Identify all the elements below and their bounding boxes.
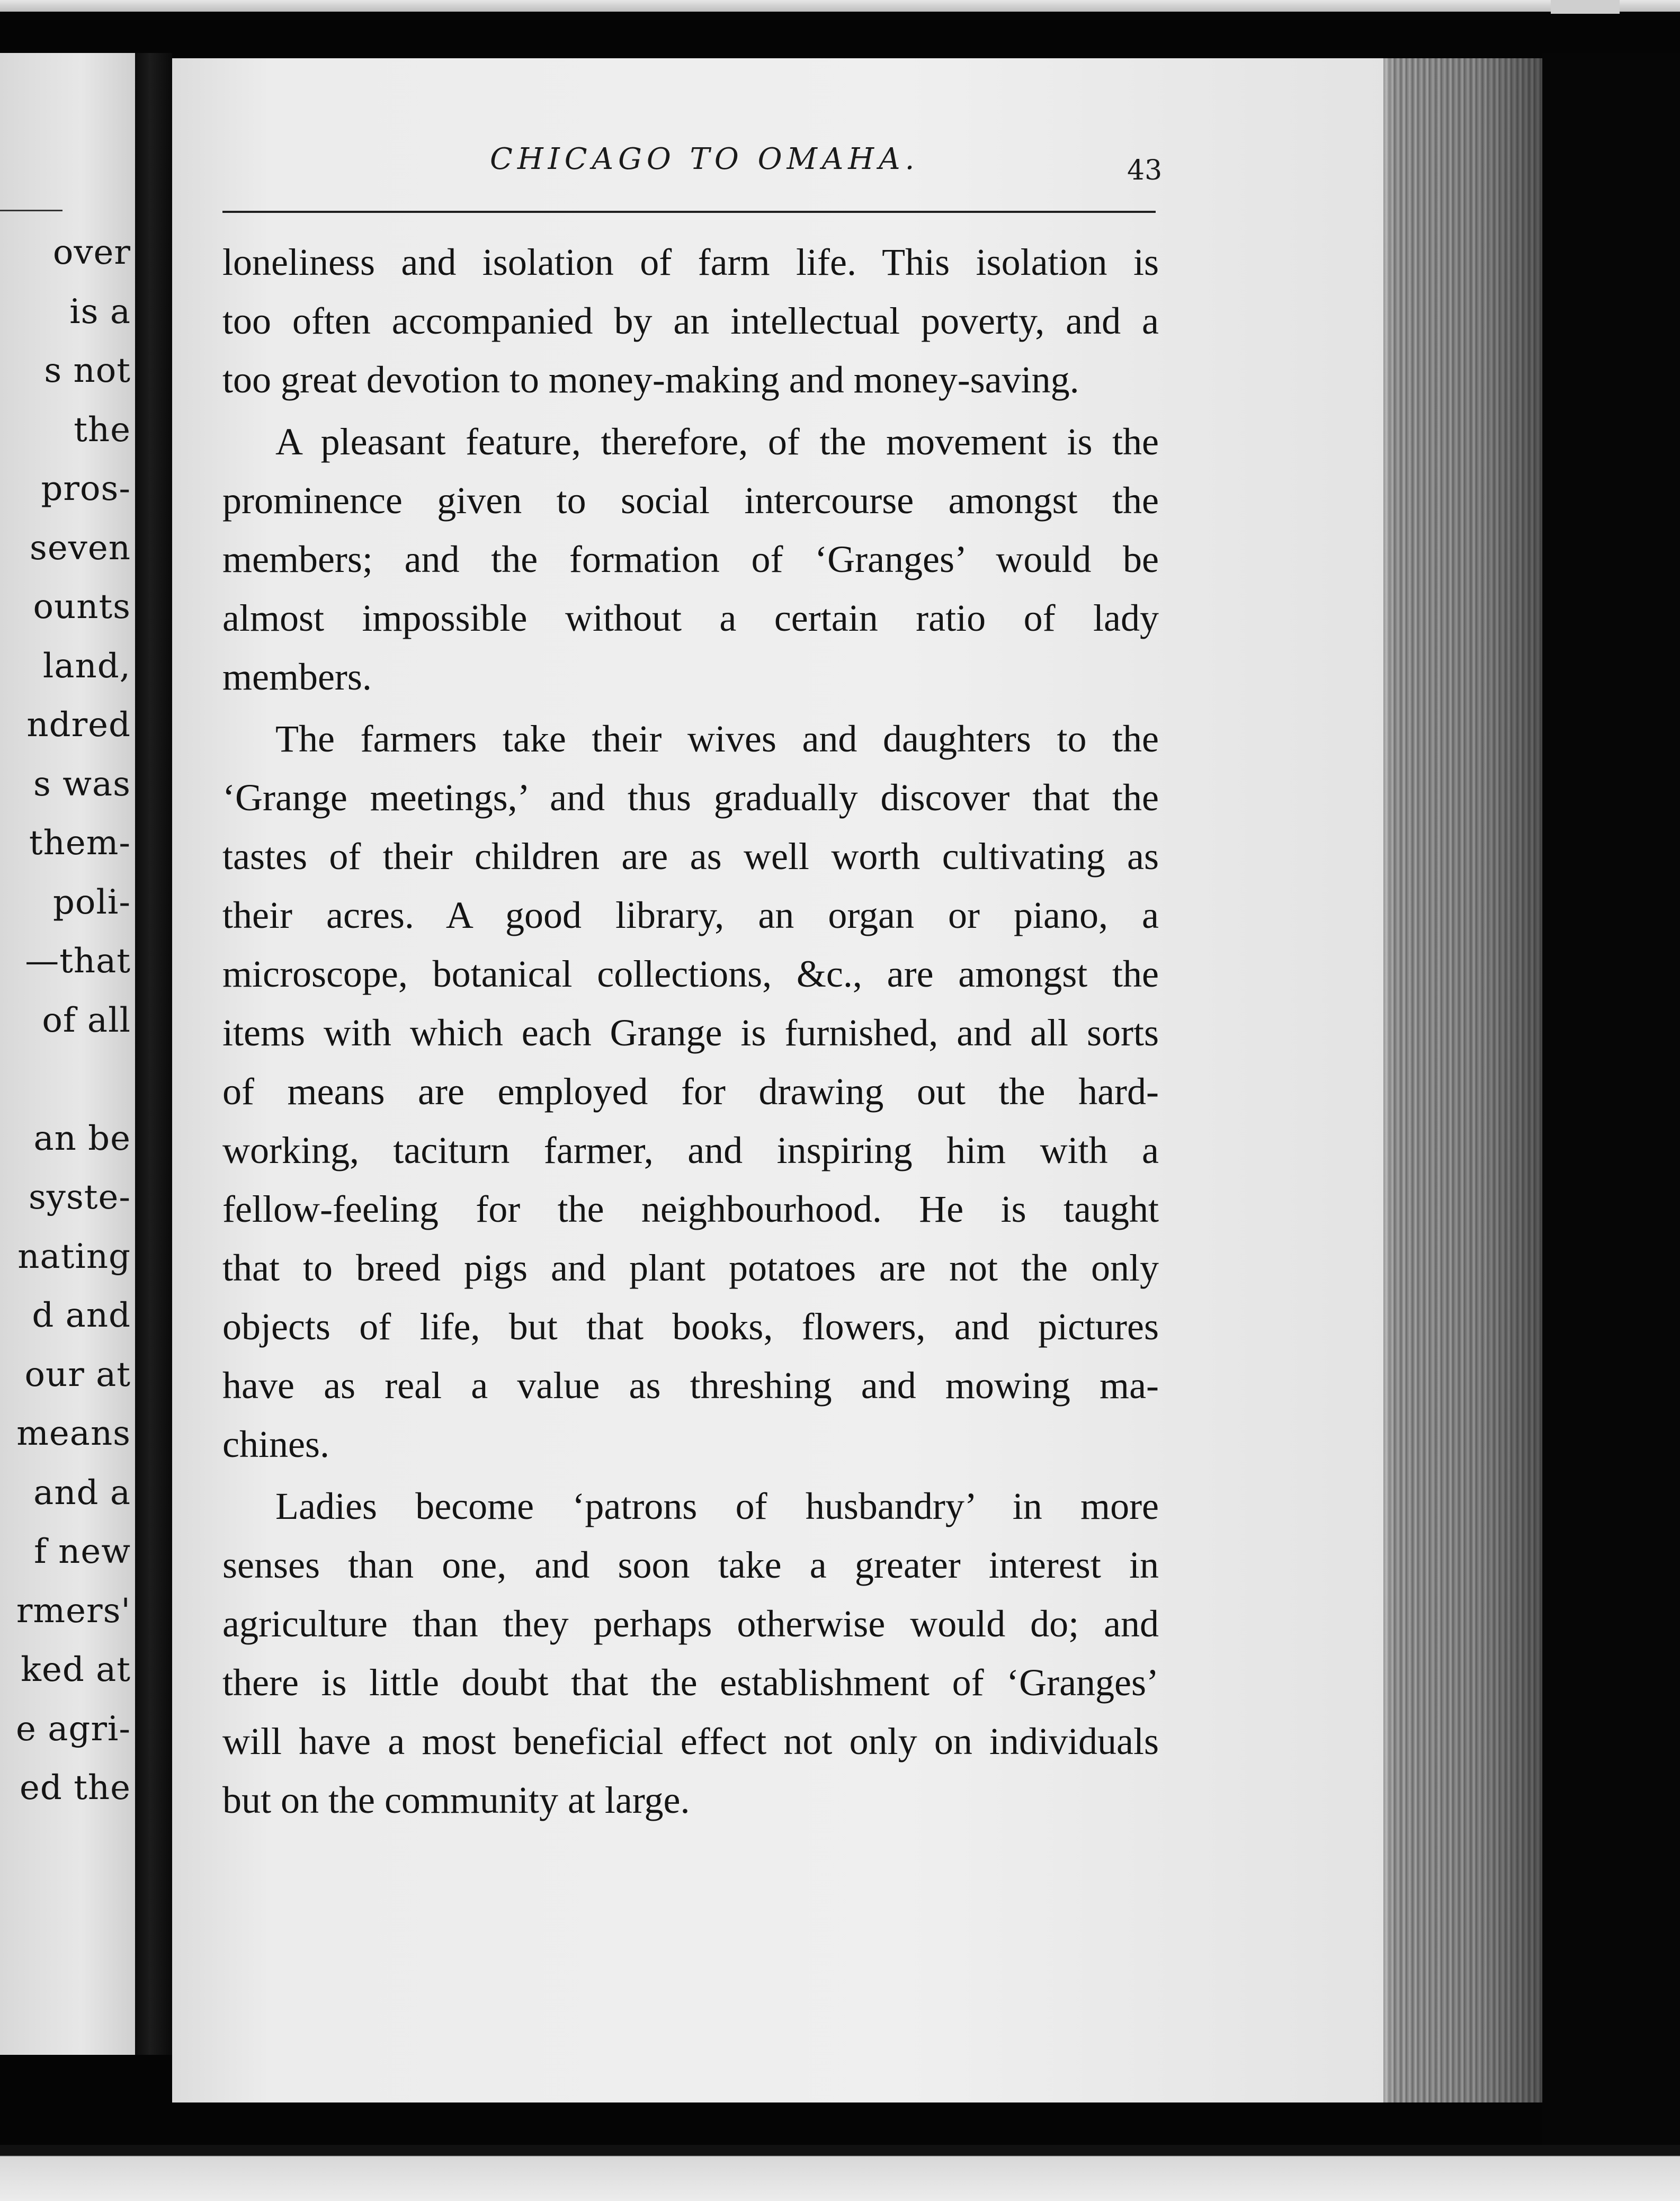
previous-page-fragment: d and [32,1296,131,1335]
text-line: prominence given to social intercourse amongst the [222,479,1159,522]
text-line: members. [222,656,372,698]
previous-page-fragment: rmers' [16,1591,131,1631]
paragraph [222,413,1159,706]
text-line: too great devotion to money-making and money-saving. [222,359,1079,401]
previous-page [0,53,135,2055]
text-line: tastes of their children are as well worth cultivating as [222,835,1159,878]
previous-page-fragment: e agri- [15,1709,131,1749]
text-line: almost impossible without a certain ratio of lady [222,597,1159,639]
text-line: too often accompanied by an intellectual poverty, and a [222,300,1159,342]
text-line: there is little doubt that the establishment of ‘Granges’ [222,1661,1159,1704]
text-line: but on the community at large. [222,1779,690,1821]
film-edge-bottom [0,2145,1680,2201]
previous-page-fragment: of all [42,1000,131,1040]
previous-page-fragment: ndred [26,705,131,745]
previous-page-fragment: an be [33,1119,131,1158]
text-line: chines. [222,1423,329,1465]
previous-page-fragment: and a [33,1473,131,1513]
previous-page-fragment: ked at [21,1650,131,1689]
text-line: have as real a value as threshing and mowing ma- [222,1364,1159,1407]
page-edges-shade [1383,58,1542,2102]
previous-page-fragment: the [74,410,131,450]
previous-page-fragment: s not [44,351,131,390]
text-line: loneliness and isolation of farm life. This isolation is [222,241,1159,283]
previous-page-fragment: ed the [20,1768,131,1808]
previous-page-fragment: means [16,1414,131,1453]
paragraph [222,710,1159,1474]
header-rule [222,211,1156,213]
previous-page-fragment: ounts [33,587,131,627]
text-line: Ladies become ‘patrons of husbandry’ in more [275,1485,1159,1527]
text-line: that to breed pigs and plant potatoes are not the only [222,1247,1159,1289]
film-edge-top [0,0,1680,12]
text-line: will have a most beneficial effect not only on individuals [222,1720,1159,1762]
previous-page-fragment: over [52,233,131,272]
previous-page-fragment: —that [25,942,131,981]
text-line: microscope, botanical collections, &c., are amongst the [222,953,1159,995]
previous-page-fragment: poli- [52,882,131,922]
previous-page-fragment: f new [34,1532,131,1571]
text-line: The farmers take their wives and daughters to the [275,718,1159,760]
text-line: senses than one, and soon take a greater interest in [222,1544,1159,1586]
previous-page-fragment: them- [29,824,131,863]
previous-page-fragment: is a [69,292,131,332]
text-line: working, taciturn farmer, and inspiring him with a [222,1129,1159,1171]
previous-page-fragment: our at [24,1355,131,1394]
text-line: their acres. A good library, an organ or piano, a [222,894,1159,936]
text-line: of means are employed for drawing out the hard- [222,1070,1159,1113]
film-edge-tab [1551,0,1620,14]
text-line: items with which each Grange is furnished, and all sorts [222,1012,1159,1054]
previous-page-fragment: pros- [41,469,131,508]
text-line: objects of life, but that books, flowers, and pictures [222,1305,1159,1348]
previous-page-fragment: nating [17,1237,131,1276]
text-line: fellow-feeling for the neighbourhood. He is taught [222,1188,1159,1230]
page-number: 43 [1127,155,1163,186]
text-line: agriculture than they perhaps otherwise would do; and [222,1603,1159,1645]
previous-page-rule [0,210,62,211]
previous-page-fragment: s was [33,764,131,804]
paragraph [222,233,1159,409]
book-gutter [135,53,172,2055]
previous-page-fragment: syste- [28,1178,131,1217]
running-head: CHICAGO TO OMAHA. [490,142,919,176]
previous-page-fragment: seven [30,528,131,568]
text-line: members; and the formation of ‘Granges’ would be [222,538,1159,580]
body-text [222,233,1159,1833]
paragraph [222,1477,1159,1830]
previous-page-fragment: land, [42,646,131,686]
text-line: ‘Grange meetings,’ and thus gradually discover that the [222,776,1159,819]
scan-background-right [1542,53,1680,2145]
text-line: A pleasant feature, therefore, of the movement is the [275,420,1159,463]
